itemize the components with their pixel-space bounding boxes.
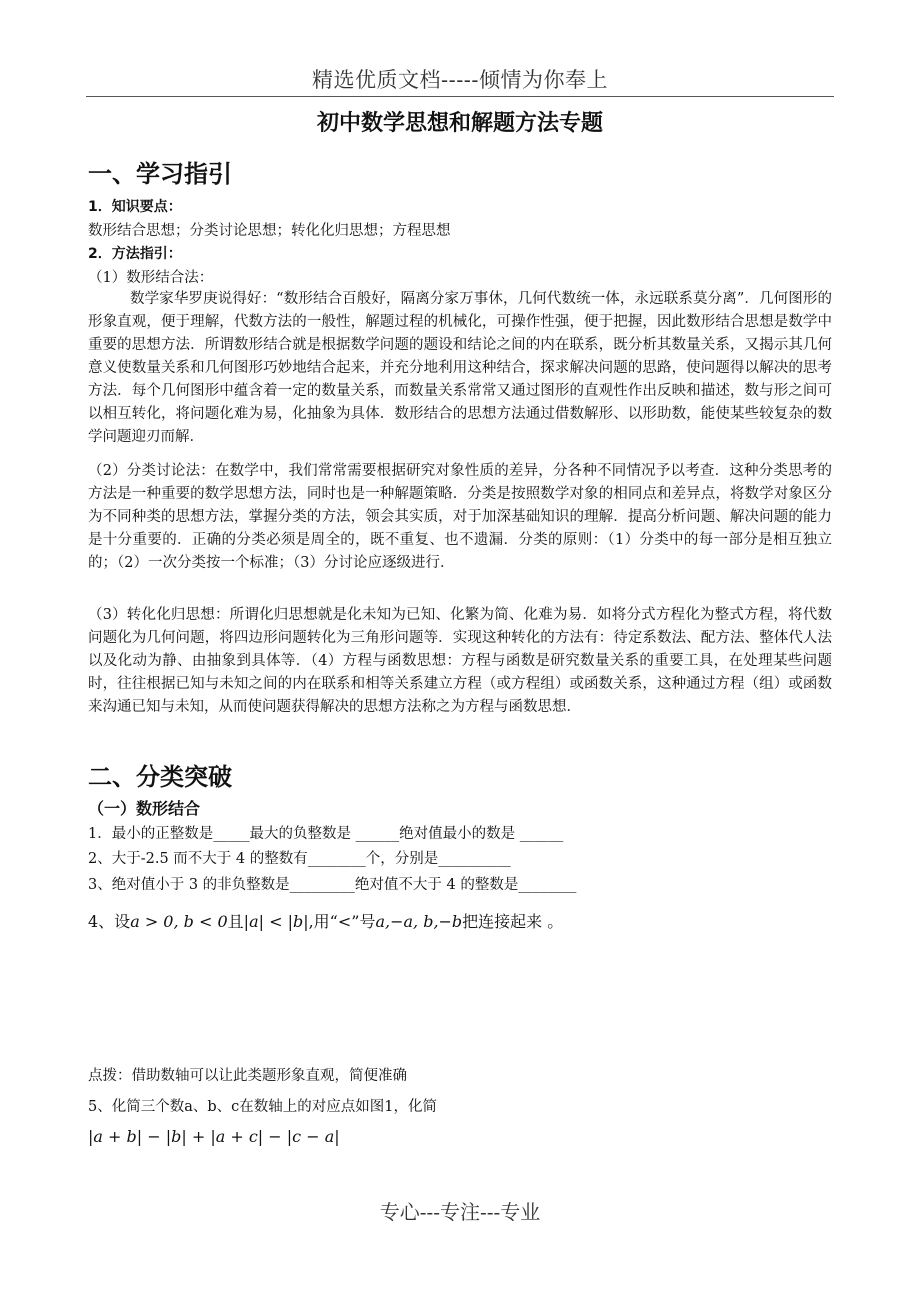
method1-label: （1）数形结合法： xyxy=(88,270,214,286)
page-header: 精选优质文档-----倾情为你奉上 xyxy=(312,68,608,92)
hint-text: 点拨：借助数轴可以让此类题形象直观，简便准确 xyxy=(88,1068,407,1084)
question-4-suffix: 把连接起来 。 xyxy=(462,912,564,931)
question-1: 1．最小的正整数是_____最大的负整数是 ______绝对值最小的数是 ______ xyxy=(88,826,564,842)
section1-heading: 一、学习指引 xyxy=(88,160,232,188)
question-4 xyxy=(88,909,563,932)
method2-paragraph: （2）分类讨论法：在数学中，我们常常需要根据研究对象性质的差异，分各种不同情况予以考查．这种分类思考的方法是一种重要的数学思想方法，同时也是一种解题策略．分类是按照数学对象的相同点和差异点，将数学对象区分为不同种类的思想方法，掌握分类的方法，领会其实质，对于加深基础知识的理解．提高分析问题、解决问题的能力是十分重要的．正确的分类必须是周全的，既不重复、也不遗漏．分类的原则：（1）分类中的每一部分是相互独立的；（2）一次分类按一个标准；（3）分讨论应逐级进行． xyxy=(88,463,832,571)
method1-paragraph: 数学家华罗庚说得好：“数形结合百般好，隔离分家万事休，几何代数统一体，永远联系莫分离”．几何图形的形象直观，便于理解，代数方法的一般性，解题过程的机械化，可操作性强，便于把握，因此数形结合思想是数学中重要的思想方法．所谓数形结合就是根据数学问题的题设和结论之间的内在联系，既分析其数量关系，又揭示其几何意义使数量关系和几何图形巧妙地结合起来，并充分地利用这种结合，探求解决问题的思路，使问题得以解决的思考方法．每个几何图形中蕴含着一定的数量关系，而数量关系常常又通过图形的直观性作出反映和描述，数与形之间可以相互转化，将问题化难为易，化抽象为具体．数形结合的思想方法通过借数解形、以形助数，能使某些较复杂的数学问题迎刃而解． xyxy=(88,291,832,445)
question-4-condition: a > 0, b < 0 xyxy=(130,912,228,931)
question-5: 5、化简三个数a、b、c在数轴上的对应点如图1，化简 xyxy=(88,1099,437,1115)
knowledge-points-heading: 1．知识要点： xyxy=(88,199,182,215)
method3-paragraph: （3）转化化归思想：所谓化归思想就是化未知为已知、化繁为简、化难为易．如将分式方程化为整式方程，将代数问题化为几何问题，将四边形问题转化为三角形问题等．实现这种转化的方法有：待定系数法、配方法、整体代人法以及化动为静、由抽象到具体等．（4）方程与函数思想：方程与函数是研究数量关系的重要工具，在处理某些问题时，往往根据已知与未知之间的内在联系和相等关系建立方程（或方程组）或函数关系，这种通过方程（组）或函数来沟通已知与未知，从而使问题获得解决的思想方法称之为方程与函数思想． xyxy=(88,607,832,715)
question-4-use: ,用“<”号 xyxy=(308,912,376,931)
question-4-terms: a,−a, b,−b xyxy=(375,912,463,931)
method-guide-heading: 2．方法指引： xyxy=(88,246,182,262)
subsection-heading: （一）数形结合 xyxy=(88,799,201,818)
document-title: 初中数学思想和解题方法专题 xyxy=(316,111,603,136)
question-4-abs-condition: |a| < |b| xyxy=(243,912,309,931)
question-4-and: 且 xyxy=(227,912,244,931)
page-footer: 专心---专注---专业 xyxy=(379,1200,541,1224)
question-4-prefix: 4、设 xyxy=(88,912,131,931)
knowledge-points-text: 数形结合思想；分类讨论思想；转化化归思想；方程思想 xyxy=(88,223,451,239)
question-5-expression: |a + b| − |b| + |a + c| − |c − a| xyxy=(88,1127,340,1146)
question-2: 2、大于-2.5 而不大于 4 的整数有________个，分别是__________ xyxy=(88,851,511,867)
question-3: 3、绝对值小于 3 的非负整数是_________绝对值不大于 4 的整数是________ xyxy=(88,877,577,893)
section2-heading: 二、分类突破 xyxy=(88,763,232,791)
header-rule xyxy=(86,96,834,97)
